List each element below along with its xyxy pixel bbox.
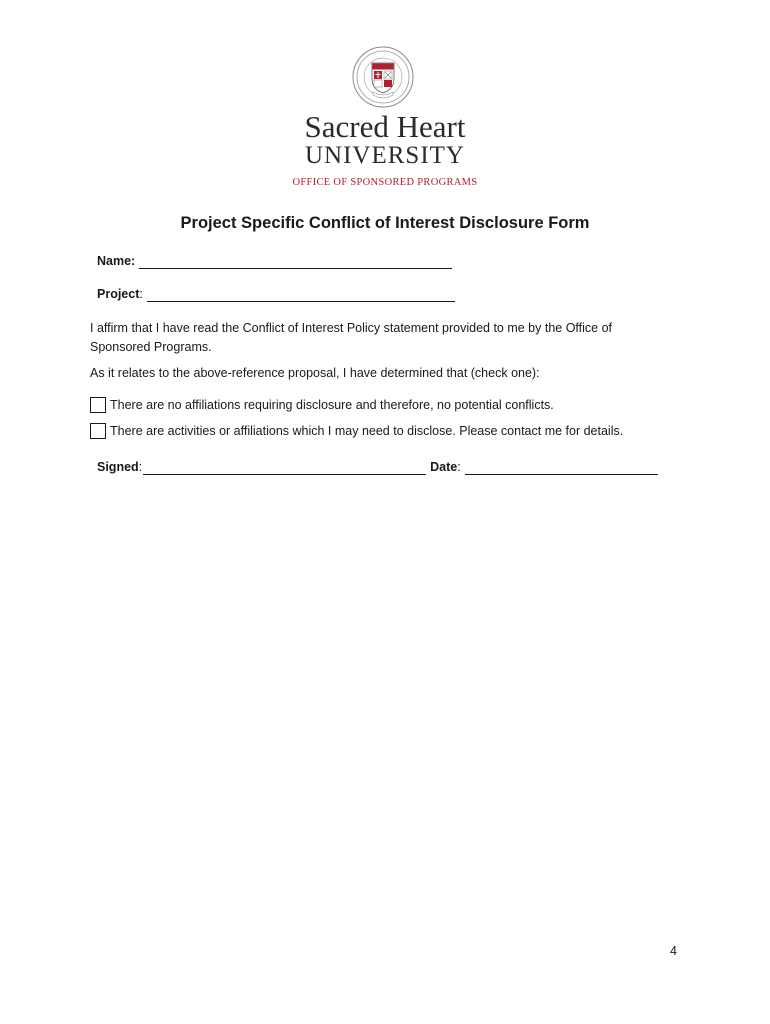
page-number: 4 xyxy=(670,944,677,958)
form-title: Project Specific Conflict of Interest Disclosure Form xyxy=(180,214,590,232)
university-name-line1: Sacred Heart xyxy=(304,109,466,144)
date-colon: : xyxy=(457,460,461,474)
relates-paragraph: As it relates to the above-reference proposal, I have determined that (check one): xyxy=(90,366,540,380)
option-no-conflicts-row xyxy=(90,397,554,413)
name-field-row xyxy=(97,253,452,269)
project-field-row xyxy=(97,286,455,302)
option-disclose-label: There are activities or affiliations which I may need to disclose. Please contact me for details. xyxy=(110,424,624,438)
signed-colon: : xyxy=(138,460,143,474)
signed-label: Signed xyxy=(97,460,139,474)
project-colon: : xyxy=(139,287,143,301)
signature-input-line[interactable] xyxy=(143,462,426,475)
name-input-line[interactable] xyxy=(139,256,452,269)
date-label: Date xyxy=(430,460,458,474)
project-input-line[interactable] xyxy=(147,289,455,302)
option-no-conflicts-label: There are no affiliations requiring disclosure and therefore, no potential conflicts. xyxy=(110,398,554,412)
name-label: Name: xyxy=(97,254,136,268)
option-no-conflicts-checkbox[interactable] xyxy=(90,397,106,413)
project-label: Project xyxy=(97,287,140,301)
signature-row xyxy=(97,459,658,475)
university-seal-icon xyxy=(352,46,414,108)
date-input-line[interactable] xyxy=(465,462,658,475)
university-name-line2: UNIVERSITY xyxy=(305,142,465,169)
option-disclose-checkbox[interactable] xyxy=(90,423,106,439)
affirm-paragraph: I affirm that I have read the Conflict of Interest Policy statement provided to me by the Office of Sponsored Programs. xyxy=(90,321,613,354)
office-name: OFFICE OF SPONSORED PROGRAMS xyxy=(292,177,478,188)
option-disclose-row xyxy=(90,423,623,439)
